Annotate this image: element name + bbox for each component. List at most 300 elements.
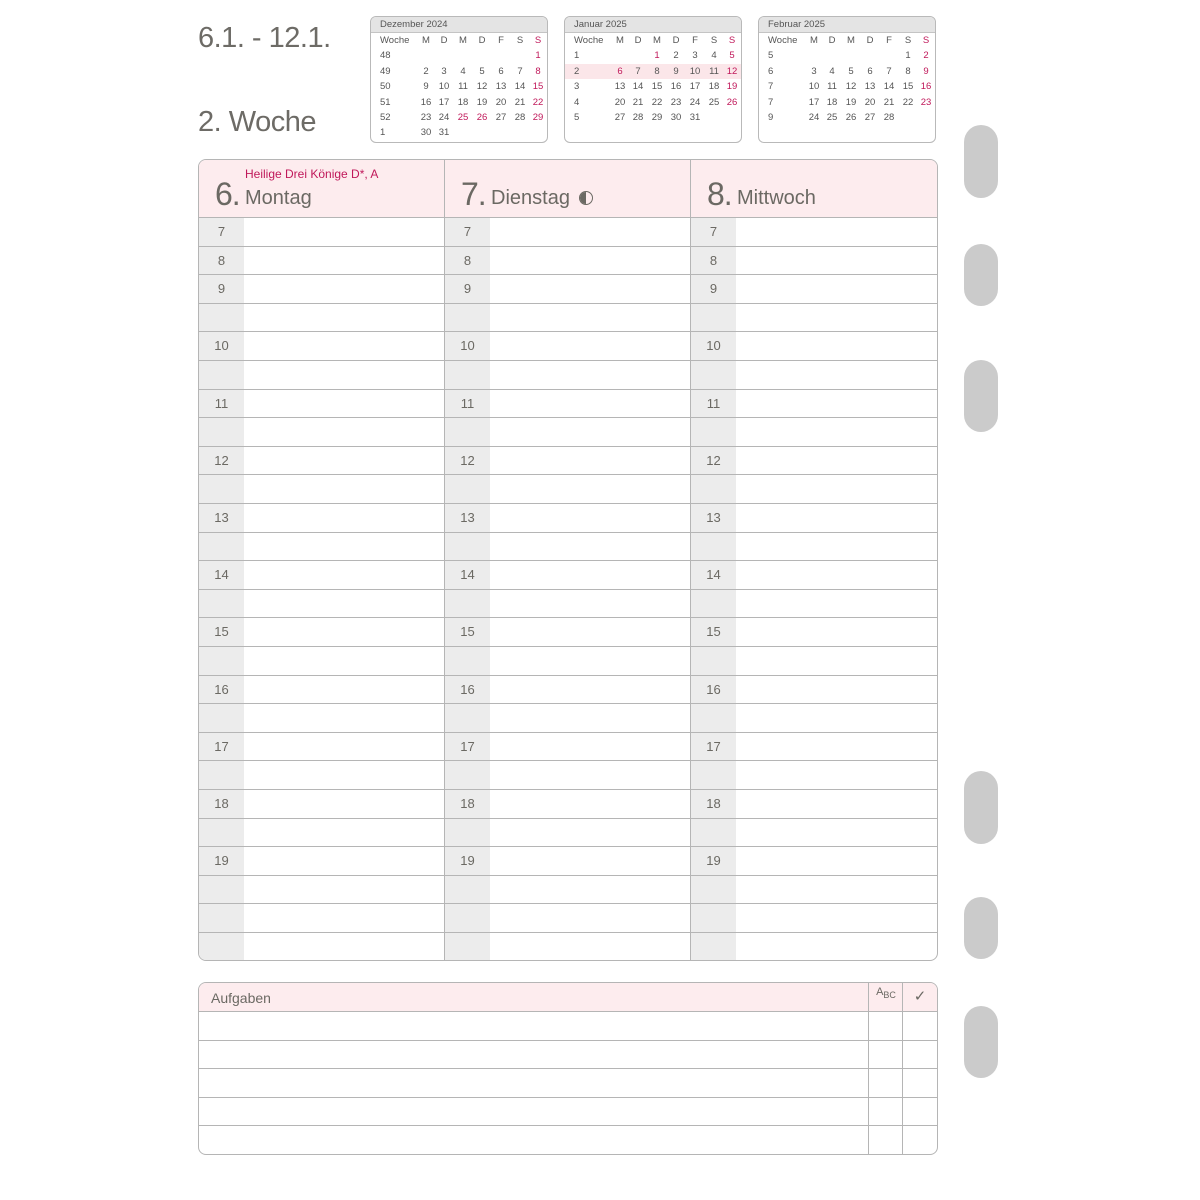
mini-calendar-day: 10 <box>808 81 820 93</box>
time-slot[interactable] <box>199 733 445 762</box>
time-slot[interactable] <box>445 390 691 419</box>
mini-calendar-day: 5 <box>848 65 854 77</box>
time-slot[interactable] <box>199 447 445 476</box>
mini-calendar-day: 24 <box>438 111 450 123</box>
hour-label: 9 <box>709 281 718 297</box>
mini-calendar-day: 12 <box>476 81 488 93</box>
time-slot[interactable] <box>199 904 445 933</box>
mini-calendar-col-header: S <box>922 35 930 46</box>
hour-label: 7 <box>709 224 718 239</box>
mini-calendar-week-number: 7 <box>768 96 774 108</box>
time-slot[interactable] <box>199 847 445 876</box>
mini-calendar-week-row <box>565 64 741 79</box>
tasks-header <box>199 983 937 1012</box>
time-slot[interactable] <box>199 819 445 848</box>
mini-calendar-col-header: F <box>498 35 504 46</box>
mini-calendar-col-header: M <box>810 35 818 46</box>
mini-calendar-day: 10 <box>438 81 450 93</box>
mini-calendar-week-number: 48 <box>380 50 391 62</box>
mini-calendar-week-row <box>371 95 547 110</box>
mini-calendar-week-row <box>759 79 935 94</box>
time-slot[interactable] <box>691 275 937 304</box>
mini-calendar-day: 4 <box>460 65 466 77</box>
mini-calendar-day: 16 <box>920 81 932 93</box>
hour-label: 18 <box>706 796 721 811</box>
time-slot[interactable] <box>691 332 937 361</box>
time-slot[interactable] <box>691 904 937 933</box>
mini-calendar-day: 8 <box>905 65 911 77</box>
time-slot[interactable] <box>199 361 445 390</box>
mini-calendar-week-row <box>759 95 935 110</box>
mini-calendar-day: 19 <box>476 96 488 108</box>
hour-label: 12 <box>460 452 475 468</box>
mini-calendar-col-header: D <box>866 35 874 46</box>
mini-calendar-week-row <box>371 48 547 63</box>
time-slot[interactable] <box>199 561 445 590</box>
mini-calendar-col-header: Woche <box>574 35 604 46</box>
mini-calendar-day: 29 <box>651 111 663 123</box>
time-slot[interactable] <box>445 447 691 476</box>
mini-calendar-day: 11 <box>709 65 719 77</box>
time-slot[interactable] <box>691 876 937 905</box>
hour-label: 13 <box>214 510 229 525</box>
mini-calendar-day: 4 <box>829 65 835 77</box>
time-slot[interactable] <box>445 790 691 819</box>
time-slot[interactable] <box>691 847 937 876</box>
time-slot[interactable] <box>199 332 445 361</box>
hour-label: 7 <box>217 224 226 239</box>
checkmark-icon: ✓ <box>913 988 927 1005</box>
mini-calendar <box>370 16 548 143</box>
hour-label: 19 <box>214 853 229 869</box>
task-row[interactable] <box>199 1041 937 1070</box>
mini-calendar-day: 26 <box>726 96 738 108</box>
mini-calendar-day: 13 <box>614 81 626 93</box>
time-slot[interactable] <box>199 218 445 247</box>
mini-calendar-day: 18 <box>457 96 469 108</box>
hour-label: 19 <box>706 853 721 869</box>
priority-abc-icon: $A_{BC}$ <box>876 986 896 1001</box>
mini-calendar-day: 2 <box>423 65 429 77</box>
hour-label: 8 <box>463 252 472 268</box>
mini-calendar-week-row <box>565 48 741 63</box>
time-slot[interactable] <box>445 561 691 590</box>
mini-calendar-day: 15 <box>902 81 914 93</box>
time-slot[interactable] <box>691 218 937 247</box>
mini-calendar-day: 2 <box>923 50 929 62</box>
time-slot[interactable] <box>691 247 937 276</box>
mini-calendar-day: 21 <box>632 96 644 108</box>
mini-calendar-day: 17 <box>689 81 701 93</box>
hour-label: 14 <box>460 567 475 583</box>
mini-calendar-day: 20 <box>614 96 626 108</box>
mini-calendar-col-header: Woche <box>380 35 410 46</box>
mini-calendar-col-header: S <box>710 35 718 46</box>
time-slot[interactable] <box>445 733 691 762</box>
time-slot[interactable] <box>445 304 691 333</box>
time-slot[interactable] <box>691 618 937 647</box>
mini-calendar-day: 24 <box>808 111 820 123</box>
mini-calendar-week-number: 2 <box>574 65 580 77</box>
day-number: 8. <box>707 176 732 212</box>
time-slot[interactable] <box>691 504 937 533</box>
mini-calendar-col-header: D <box>828 35 836 46</box>
time-slot[interactable] <box>691 933 937 961</box>
mini-calendar-day: 17 <box>438 96 450 108</box>
time-slot[interactable] <box>691 475 937 504</box>
task-row[interactable] <box>199 1098 937 1127</box>
half-moon-icon <box>579 191 593 205</box>
time-slot[interactable] <box>691 561 937 590</box>
mini-calendar-day: 28 <box>883 111 895 123</box>
day-divider <box>444 160 445 960</box>
time-slot[interactable] <box>445 876 691 905</box>
mini-calendar-week-number: 4 <box>574 96 580 108</box>
hour-label: 11 <box>214 395 229 411</box>
mini-calendar-day: 13 <box>864 81 876 93</box>
mini-calendar-day: 28 <box>632 111 644 123</box>
mini-calendar-week-number: 49 <box>380 65 391 77</box>
hour-label: 12 <box>214 452 229 468</box>
mini-calendar-col-header: S <box>516 35 524 46</box>
time-slot[interactable] <box>445 533 691 562</box>
hour-label: 18 <box>214 796 229 811</box>
mini-calendar-day: 12 <box>726 65 738 77</box>
mini-calendar-day: 7 <box>886 65 892 77</box>
mini-calendar-day: 9 <box>673 65 679 77</box>
time-slot[interactable] <box>691 361 937 390</box>
time-slot[interactable] <box>199 704 445 733</box>
hour-label: 9 <box>217 281 226 297</box>
mini-calendar-week-row <box>371 110 547 125</box>
day-name: Dienstag <box>491 187 593 210</box>
mini-calendar-day: 16 <box>420 96 432 108</box>
time-slot[interactable] <box>199 275 445 304</box>
mini-calendar-week-row <box>371 79 547 94</box>
time-slot[interactable] <box>691 733 937 762</box>
day-name: Montag <box>245 187 312 209</box>
time-slot[interactable] <box>691 418 937 447</box>
mini-calendar-col-header: S <box>728 35 736 46</box>
time-slot[interactable] <box>445 590 691 619</box>
mini-calendar-day: 6 <box>617 65 623 77</box>
mini-calendar-day: 17 <box>808 96 820 108</box>
hour-label: 8 <box>217 252 226 268</box>
hour-label: 17 <box>706 738 721 754</box>
task-row[interactable] <box>199 1126 937 1155</box>
mini-calendar-day: 3 <box>811 65 817 77</box>
hour-label: 9 <box>463 281 472 297</box>
mini-calendar-title: Januar 2025 <box>565 17 741 33</box>
time-slot[interactable] <box>445 904 691 933</box>
mini-calendar-day: 10 <box>689 65 701 77</box>
mini-calendar-day: 31 <box>438 127 450 139</box>
mini-calendar-week-row <box>759 64 935 79</box>
time-slot[interactable] <box>199 475 445 504</box>
time-slot[interactable] <box>199 618 445 647</box>
day-header <box>199 160 445 218</box>
time-slot[interactable] <box>445 247 691 276</box>
mini-calendar-day: 27 <box>614 111 626 123</box>
time-slot[interactable] <box>199 304 445 333</box>
mini-calendar-day: 28 <box>514 111 526 123</box>
time-slot[interactable] <box>691 819 937 848</box>
holiday-label: Heilige Drei Könige D*, A <box>245 167 379 181</box>
hour-label: 16 <box>214 681 229 697</box>
mini-calendar-week-number: 52 <box>380 111 391 123</box>
register-tab[interactable] <box>964 125 998 198</box>
day-column <box>691 160 937 960</box>
mini-calendar-day: 24 <box>689 96 701 108</box>
time-slot[interactable] <box>691 590 937 619</box>
hour-label: 12 <box>706 452 721 468</box>
hour-label: 19 <box>460 853 475 869</box>
time-slot[interactable] <box>445 761 691 790</box>
mini-calendar <box>564 16 742 143</box>
time-slot[interactable] <box>445 275 691 304</box>
mini-calendar-week-number: 3 <box>574 81 580 93</box>
mini-calendar-day: 5 <box>479 65 485 77</box>
mini-calendar-week-number: 50 <box>380 81 391 93</box>
hour-label: 7 <box>463 224 472 239</box>
task-row[interactable] <box>199 1069 937 1098</box>
hour-label: 17 <box>214 738 229 754</box>
hour-label: 14 <box>706 567 721 583</box>
hour-label: 11 <box>706 395 721 411</box>
mini-calendar-week-number: 6 <box>768 65 774 77</box>
time-slot[interactable] <box>445 647 691 676</box>
time-slot[interactable] <box>199 247 445 276</box>
mini-calendar-col-header: M <box>616 35 624 46</box>
mini-calendar-day: 29 <box>532 111 544 123</box>
mini-calendar-week-row <box>759 48 935 63</box>
mini-calendar-day: 7 <box>517 65 523 77</box>
mini-calendar-week-row <box>371 125 547 140</box>
day-divider <box>690 160 691 960</box>
hour-label: 10 <box>706 338 721 354</box>
time-slot[interactable] <box>199 676 445 705</box>
time-slot[interactable] <box>445 819 691 848</box>
mini-calendar-week-row <box>759 110 935 125</box>
mini-calendar-week-row <box>565 95 741 110</box>
week-grid <box>198 159 938 961</box>
time-slot[interactable] <box>199 390 445 419</box>
day-header <box>691 160 937 218</box>
time-slot[interactable] <box>445 475 691 504</box>
mini-calendar-header-row <box>759 33 935 48</box>
time-slot[interactable] <box>199 933 445 961</box>
time-slot[interactable] <box>199 647 445 676</box>
register-tab[interactable] <box>964 244 998 306</box>
mini-calendar-col-header: D <box>478 35 486 46</box>
time-slot[interactable] <box>691 304 937 333</box>
mini-calendar-day: 1 <box>654 50 660 62</box>
mini-calendar-day: 30 <box>420 127 432 139</box>
time-slot[interactable] <box>445 933 691 961</box>
mini-calendar-col-header: F <box>886 35 892 46</box>
time-slot[interactable] <box>691 390 937 419</box>
hour-label: 13 <box>460 510 475 525</box>
time-slot[interactable] <box>199 761 445 790</box>
mini-calendar-day: 4 <box>711 50 717 62</box>
hour-label: 15 <box>460 624 475 640</box>
time-slot[interactable] <box>199 876 445 905</box>
mini-calendar-day: 3 <box>441 65 447 77</box>
tasks-title: Aufgaben <box>211 990 271 1006</box>
tasks-section <box>198 982 938 1155</box>
mini-calendar-col-header: F <box>692 35 698 46</box>
mini-calendar-week-number: 51 <box>380 96 391 108</box>
hour-label: 15 <box>706 624 721 640</box>
register-tab[interactable] <box>964 360 998 432</box>
mini-calendar-day: 19 <box>726 81 738 93</box>
mini-calendar-day: 25 <box>708 96 720 108</box>
time-slot[interactable] <box>199 418 445 447</box>
time-slot[interactable] <box>691 676 937 705</box>
register-tab[interactable] <box>964 897 998 959</box>
time-slot[interactable] <box>691 761 937 790</box>
mini-calendar-col-header: M <box>422 35 430 46</box>
time-slot[interactable] <box>199 533 445 562</box>
mini-calendar-day: 13 <box>495 81 507 93</box>
mini-calendar-day: 20 <box>864 96 876 108</box>
mini-calendar-day: 14 <box>514 81 526 93</box>
time-slot[interactable] <box>445 676 691 705</box>
mini-calendar-col-header: D <box>440 35 448 46</box>
mini-calendar-week-row <box>565 79 741 94</box>
day-column <box>445 160 691 960</box>
mini-calendar-col-header: S <box>534 35 542 46</box>
time-slot[interactable] <box>445 504 691 533</box>
mini-calendar-day: 18 <box>708 81 720 93</box>
mini-calendar-week-row <box>371 64 547 79</box>
mini-calendar-day: 6 <box>867 65 873 77</box>
time-slot[interactable] <box>445 332 691 361</box>
time-slot[interactable] <box>445 218 691 247</box>
mini-calendar-header-row <box>371 33 547 48</box>
day-number: 6. <box>215 176 240 212</box>
day-column <box>199 160 445 960</box>
register-tab[interactable] <box>964 1006 998 1078</box>
mini-calendar-day: 12 <box>845 81 857 93</box>
mini-calendar-col-header: Woche <box>768 35 798 46</box>
mini-calendar-day: 26 <box>845 111 857 123</box>
mini-calendar-day: 1 <box>905 50 911 62</box>
mini-calendar-day: 23 <box>670 96 682 108</box>
mini-calendar-day: 9 <box>423 81 429 93</box>
time-slot[interactable] <box>691 647 937 676</box>
mini-calendar-day: 2 <box>673 50 679 62</box>
mini-calendar-title: Februar 2025 <box>759 17 935 33</box>
mini-calendar-day: 15 <box>651 81 663 93</box>
hour-label: 10 <box>214 338 229 354</box>
mini-calendar-title: Dezember 2024 <box>371 17 547 33</box>
register-tab[interactable] <box>964 771 998 844</box>
mini-calendar-day: 11 <box>827 81 837 93</box>
hour-label: 8 <box>709 252 718 268</box>
time-slot[interactable] <box>691 790 937 819</box>
mini-calendar-col-header: D <box>672 35 680 46</box>
mini-calendar-day: 21 <box>514 96 526 108</box>
mini-calendar <box>758 16 936 143</box>
mini-calendar-col-header: M <box>459 35 467 46</box>
mini-calendar-week-number: 7 <box>768 81 774 93</box>
mini-calendar-day: 15 <box>532 81 544 93</box>
mini-calendar-day: 21 <box>883 96 895 108</box>
week-label: 2. Woche <box>198 106 316 138</box>
time-slot[interactable] <box>445 847 691 876</box>
mini-calendar-day: 27 <box>495 111 507 123</box>
mini-calendar-week-number: 5 <box>768 50 774 62</box>
mini-calendar-day: 11 <box>458 81 468 93</box>
mini-calendar-day: 23 <box>920 96 932 108</box>
day-name: Mittwoch <box>737 187 816 209</box>
mini-calendar-col-header: D <box>634 35 642 46</box>
mini-calendar-day: 26 <box>476 111 488 123</box>
mini-calendar-week-number: 1 <box>574 50 580 62</box>
mini-calendar-week-number: 9 <box>768 111 774 123</box>
hour-label: 13 <box>706 510 721 525</box>
mini-calendar-day: 8 <box>654 65 660 77</box>
hour-label: 11 <box>460 395 475 411</box>
mini-calendar-day: 3 <box>692 50 698 62</box>
hour-label: 14 <box>214 567 229 583</box>
mini-calendar-week-number: 5 <box>574 111 580 123</box>
mini-calendar-day: 25 <box>457 111 469 123</box>
day-header <box>445 160 691 218</box>
mini-calendar-day: 25 <box>826 111 838 123</box>
mini-calendar-day: 23 <box>420 111 432 123</box>
mini-calendar-day: 5 <box>729 50 735 62</box>
time-slot[interactable] <box>691 447 937 476</box>
time-slot[interactable] <box>199 590 445 619</box>
mini-calendar-day: 20 <box>495 96 507 108</box>
date-range: 6.1. - 12.1. <box>198 22 331 54</box>
mini-calendar-day: 31 <box>689 111 701 123</box>
mini-calendar-day: 18 <box>826 96 838 108</box>
mini-calendar-day: 14 <box>883 81 895 93</box>
mini-calendar-day: 7 <box>635 65 641 77</box>
mini-calendar-day: 27 <box>864 111 876 123</box>
time-slot[interactable] <box>199 790 445 819</box>
mini-calendar-col-header: M <box>847 35 855 46</box>
hour-label: 15 <box>214 624 229 640</box>
mini-calendar-day: 19 <box>845 96 857 108</box>
time-slot[interactable] <box>445 618 691 647</box>
hour-label: 17 <box>460 738 475 754</box>
mini-calendar-day: 1 <box>535 50 541 62</box>
mini-calendar-week-number: 1 <box>380 127 386 139</box>
mini-calendar-day: 22 <box>532 96 544 108</box>
mini-calendar-day: 16 <box>670 81 682 93</box>
mini-calendar-col-header: M <box>653 35 661 46</box>
time-slot[interactable] <box>691 704 937 733</box>
time-slot[interactable] <box>445 418 691 447</box>
time-slot[interactable] <box>691 533 937 562</box>
time-slot[interactable] <box>199 504 445 533</box>
mini-calendar-day: 14 <box>632 81 644 93</box>
time-slot[interactable] <box>445 361 691 390</box>
mini-calendar-col-header: S <box>904 35 912 46</box>
day-number: 7. <box>461 176 486 212</box>
hour-label: 16 <box>460 681 475 697</box>
mini-calendar-day: 9 <box>923 65 929 77</box>
hour-label: 10 <box>460 338 475 354</box>
mini-calendar-day: 6 <box>498 65 504 77</box>
time-slot[interactable] <box>445 704 691 733</box>
mini-calendar-header-row <box>565 33 741 48</box>
task-row[interactable] <box>199 1012 937 1041</box>
